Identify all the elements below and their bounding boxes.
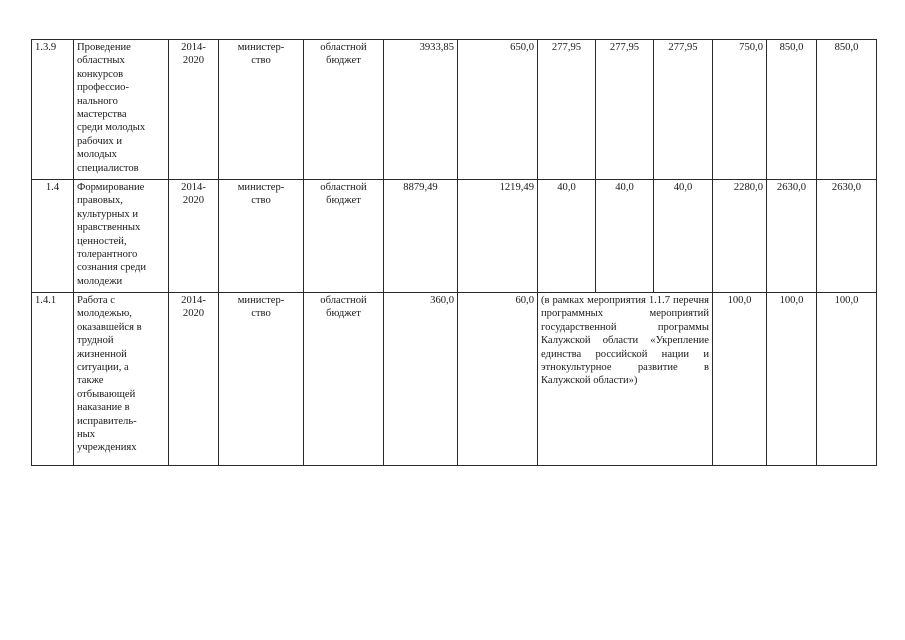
row-number: 1.4	[32, 180, 74, 293]
funding-source-cell: областной бюджет	[304, 180, 384, 293]
table-row	[32, 40, 877, 180]
period-cell: 2014- 2020	[169, 293, 219, 466]
year-2020-cell: 2630,0	[817, 180, 877, 293]
budget-table	[31, 39, 877, 466]
year-2018-cell: 2280,0	[713, 180, 767, 293]
period-cell: 2014- 2020	[169, 40, 219, 180]
year-2020-cell: 850,0	[817, 40, 877, 180]
year-2014-cell: 60,0	[458, 293, 538, 466]
year-2018-cell: 100,0	[713, 293, 767, 466]
year-2014-cell: 1219,49	[458, 180, 538, 293]
row-number: 1.3.9	[32, 40, 74, 180]
year-2017-cell: 40,0	[654, 180, 713, 293]
executor-cell: министер- ство	[219, 293, 304, 466]
year-2020-cell: 100,0	[817, 293, 877, 466]
activity-name: Проведение областных конкурсов профессио- нального мастерства среди молодых рабочих и молодых специалистов	[74, 40, 169, 180]
program-note-cell: (в рамках мероприятия 1.1.7 перечня программных мероприятий государственной программы Калужской области «Укрепление единства российской нации и этнокультурное развитие в Калужской области»)	[538, 293, 713, 466]
funding-source-cell: областной бюджет	[304, 40, 384, 180]
year-2017-cell: 277,95	[654, 40, 713, 180]
year-2019-cell: 2630,0	[767, 180, 817, 293]
year-2015-cell: 40,0	[538, 180, 596, 293]
activity-name: Формирование правовых, культурных и нравственных ценностей, толерантного сознания среди молодежи	[74, 180, 169, 293]
funding-source-cell: областной бюджет	[304, 293, 384, 466]
year-2018-cell: 750,0	[713, 40, 767, 180]
total-cell: 8879,49	[384, 180, 458, 293]
total-cell: 3933,85	[384, 40, 458, 180]
executor-cell: министер- ство	[219, 180, 304, 293]
year-2014-cell: 650,0	[458, 40, 538, 180]
table-row	[32, 293, 877, 466]
year-2016-cell: 40,0	[596, 180, 654, 293]
row-number: 1.4.1	[32, 293, 74, 466]
activity-name: Работа с молодежью, оказавшейся в трудной жизненной ситуации, а также отбывающей наказание в исправитель- ных учреждениях	[74, 293, 169, 466]
year-2019-cell: 100,0	[767, 293, 817, 466]
table-row	[32, 180, 877, 293]
total-cell: 360,0	[384, 293, 458, 466]
executor-cell: министер- ство	[219, 40, 304, 180]
year-2015-cell: 277,95	[538, 40, 596, 180]
period-cell: 2014- 2020	[169, 180, 219, 293]
year-2019-cell: 850,0	[767, 40, 817, 180]
year-2016-cell: 277,95	[596, 40, 654, 180]
